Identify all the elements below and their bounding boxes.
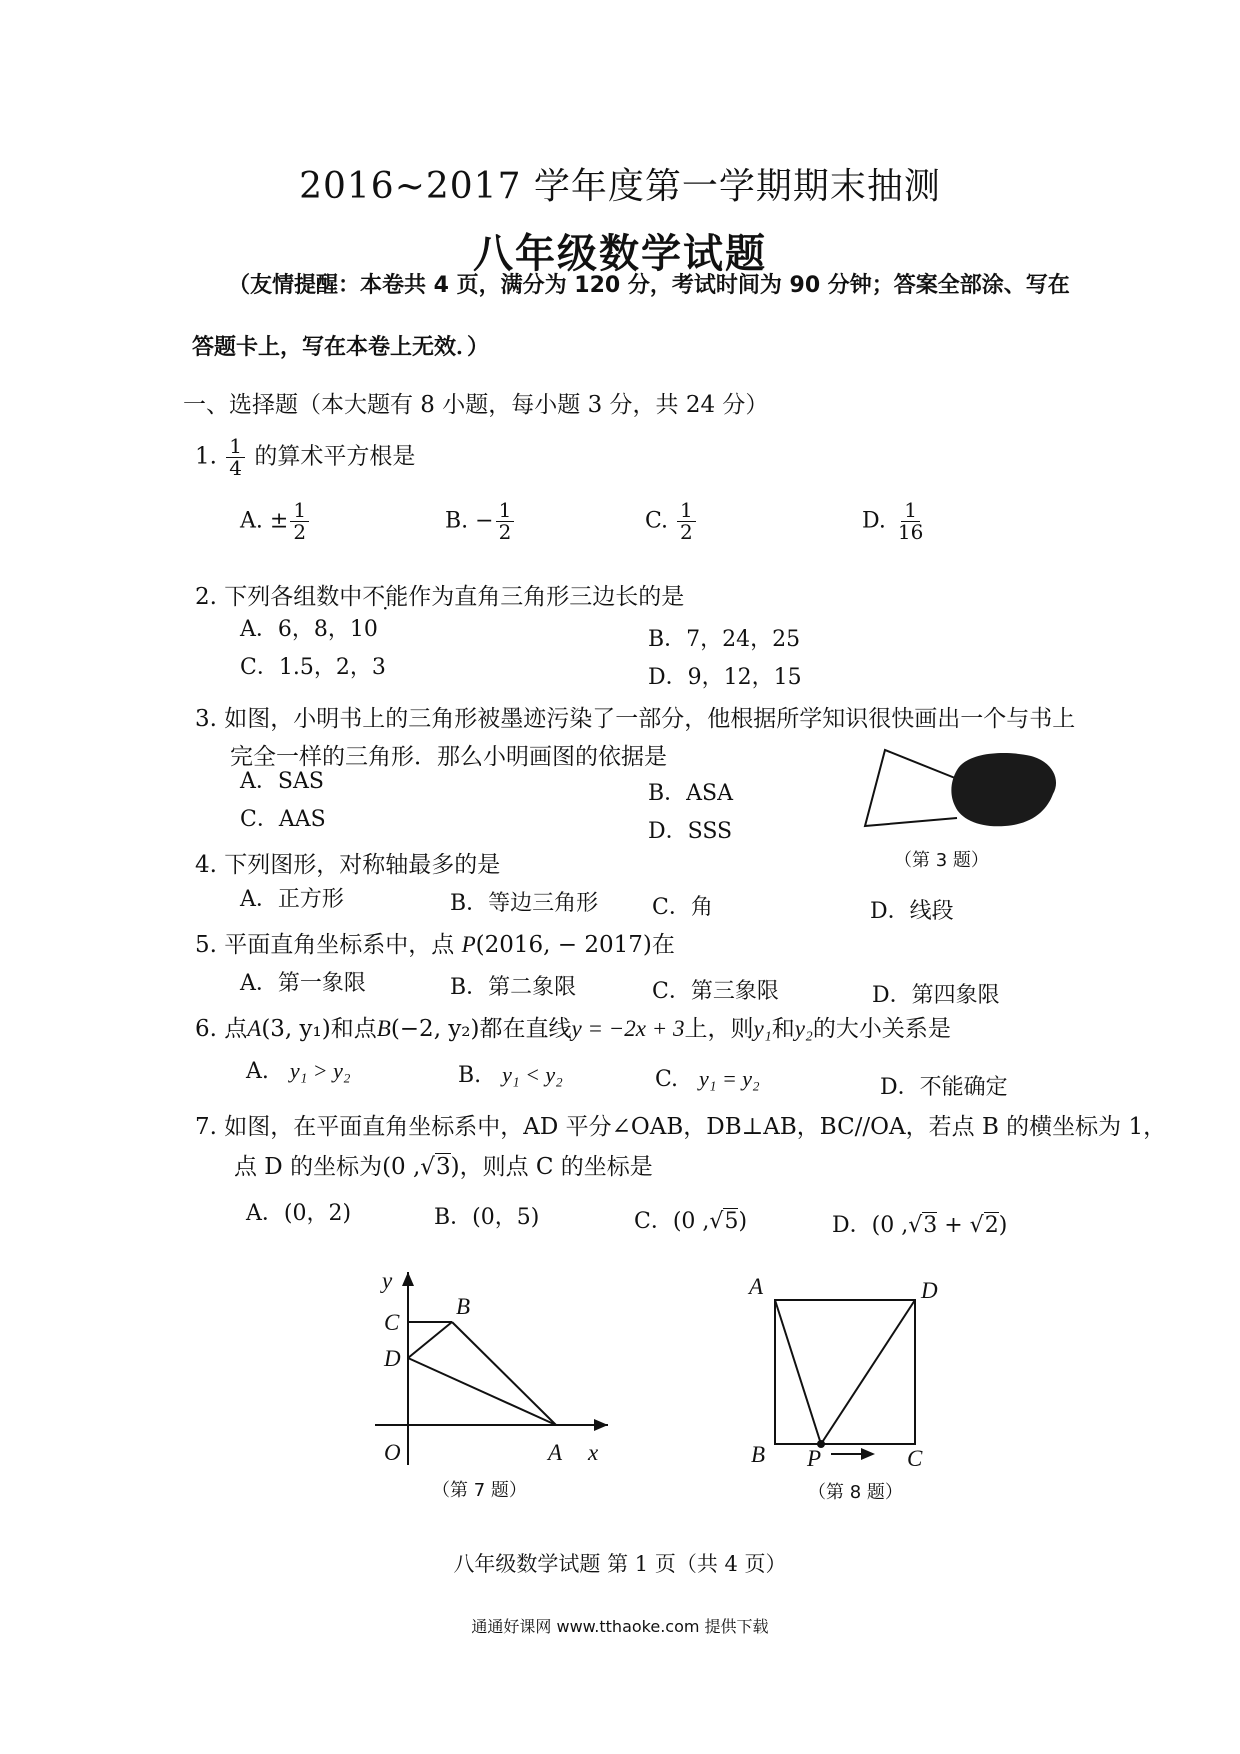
- y-axis-arrow-icon: [402, 1272, 414, 1286]
- question-number: 1.: [195, 443, 217, 470]
- segment-da: [408, 1358, 556, 1425]
- label-y: y: [382, 1268, 393, 1293]
- q1-option-d[interactable]: D. $\frac{1}{16}$: [862, 498, 924, 544]
- q3-option-d[interactable]: D．SSS: [648, 819, 733, 844]
- x-axis-arrow-icon: [594, 1419, 608, 1431]
- label-b: B: [751, 1442, 766, 1467]
- q3-caption: （第 3 题）: [894, 850, 989, 871]
- q7-option-a[interactable]: A．(0，2): [246, 1201, 352, 1226]
- q3-option-b[interactable]: B．ASA: [648, 781, 734, 806]
- label-x: x: [588, 1440, 599, 1465]
- question-7: 7. 如图，在平面直角坐标系中，AD 平分∠OAB，DB⊥AB，BC//OA，若点 B 的横坐标为 1，: [195, 1114, 1167, 1140]
- ink-blot: [951, 753, 1056, 826]
- q7-option-c[interactable]: C．(0 ,√5): [634, 1209, 748, 1234]
- q2-option-a[interactable]: A．6，8，10: [240, 617, 378, 642]
- arrow-right-icon: [861, 1448, 875, 1460]
- segment-db: [408, 1322, 452, 1358]
- segment-ap: [775, 1300, 821, 1444]
- notice-line-2: 答题卡上，写在本卷上无效．）: [192, 335, 490, 360]
- question-5: 5. 平面直角坐标系中，点 P(2016, − 2017)在: [195, 932, 675, 958]
- label-a: A: [749, 1274, 764, 1299]
- fraction: $\frac{1}{4}$: [226, 436, 245, 479]
- question-text: 的算术平方根是: [254, 443, 416, 470]
- q7-option-b[interactable]: B．(0，5): [434, 1205, 540, 1230]
- q3-option-a[interactable]: A．SAS: [240, 769, 324, 794]
- question-7-line-2: 点 D 的坐标为(0 ,√3)，则点 C 的坐标是: [234, 1154, 653, 1180]
- q6-option-a[interactable]: A. y₁ > y₂: [246, 1058, 351, 1084]
- q2-option-d[interactable]: D．9，12，15: [648, 665, 802, 690]
- q4-option-a[interactable]: A．正方形: [240, 887, 344, 912]
- label-p: P: [807, 1446, 822, 1471]
- label-c: C: [384, 1310, 400, 1335]
- emphasis-text: 不能: [362, 584, 409, 610]
- section-heading: 一、选择题（本大题有 8 小题，每小题 3 分，共 24 分）: [183, 392, 769, 418]
- q5-option-c[interactable]: C．第三象限: [652, 979, 779, 1004]
- label-d: D: [921, 1278, 938, 1303]
- question-1: [195, 436, 415, 479]
- notice-line-1: （友情提醒：本卷共 4 页，满分为 120 分，考试时间为 90 分钟；答案全部涂、写在: [228, 273, 1070, 298]
- q6-option-d[interactable]: D．不能确定: [880, 1075, 1008, 1100]
- question-3-line-2: 完全一样的三角形．那么小明画图的依据是: [230, 744, 667, 770]
- triangle-edge: [865, 750, 957, 826]
- q4-option-b[interactable]: B．等边三角形: [450, 891, 599, 916]
- label-c: C: [907, 1446, 923, 1471]
- q2-option-b[interactable]: B．7，24，25: [648, 627, 801, 652]
- q6-option-c[interactable]: C. y₁ = y₂: [655, 1066, 760, 1092]
- square-abcd: [775, 1300, 915, 1444]
- q5-option-b[interactable]: B．第二象限: [450, 975, 577, 1000]
- download-notice: 通通好课网 www.tthaoke.com 提供下载: [471, 1617, 769, 1636]
- segment-dp: [821, 1300, 915, 1444]
- page-footer: 八年级数学试题 第 1 页（共 4 页）: [453, 1552, 787, 1576]
- q1-option-b[interactable]: B. − $\frac{1}{2}$: [445, 500, 516, 543]
- question-3: 3. 如图，小明书上的三角形被墨迹污染了一部分，他根据所学知识很快画出一个与书上: [195, 706, 1076, 732]
- q5-option-d[interactable]: D．第四象限: [872, 983, 1000, 1008]
- q8-figure: [735, 1262, 955, 1472]
- q8-caption: （第 8 题）: [808, 1482, 903, 1503]
- q1-option-c[interactable]: C. $\frac{1}{2}$: [645, 500, 698, 543]
- question-2: 2. 下列各组数中不能作为直角三角形三边长的是: [195, 584, 685, 610]
- q7-option-d[interactable]: D．(0 ,√3 + √2): [832, 1213, 1008, 1238]
- q3-figure: [855, 740, 1065, 840]
- q6-option-b[interactable]: B. y₁ < y₂: [458, 1062, 563, 1088]
- label-d: D: [384, 1346, 401, 1371]
- q5-option-a[interactable]: A．第一象限: [240, 971, 366, 996]
- q7-figure: [360, 1260, 620, 1480]
- q4-option-c[interactable]: C．角: [652, 895, 713, 920]
- exam-subtitle: 八年级数学试题: [473, 231, 767, 277]
- question-6: 6. 点A(3, y₁)和点B(−2, y₂)都在直线y = −2x + 3上，则y₁和y₂的大小关系是: [195, 1016, 951, 1042]
- q7-caption: （第 7 题）: [432, 1480, 527, 1501]
- label-a: A: [548, 1440, 563, 1465]
- label-b: B: [456, 1294, 471, 1319]
- q4-option-d[interactable]: D．线段: [870, 899, 954, 924]
- q3-option-c[interactable]: C．AAS: [240, 807, 326, 832]
- label-o: O: [384, 1440, 401, 1465]
- exam-title: 2016~2017 学年度第一学期期末抽测: [299, 166, 941, 207]
- question-4: 4. 下列图形，对称轴最多的是: [195, 852, 501, 878]
- segment-ba: [452, 1322, 556, 1425]
- q2-option-c[interactable]: C．1.5，2，3: [240, 655, 386, 680]
- q1-option-a[interactable]: A. ± $\frac{1}{2}$: [240, 500, 311, 543]
